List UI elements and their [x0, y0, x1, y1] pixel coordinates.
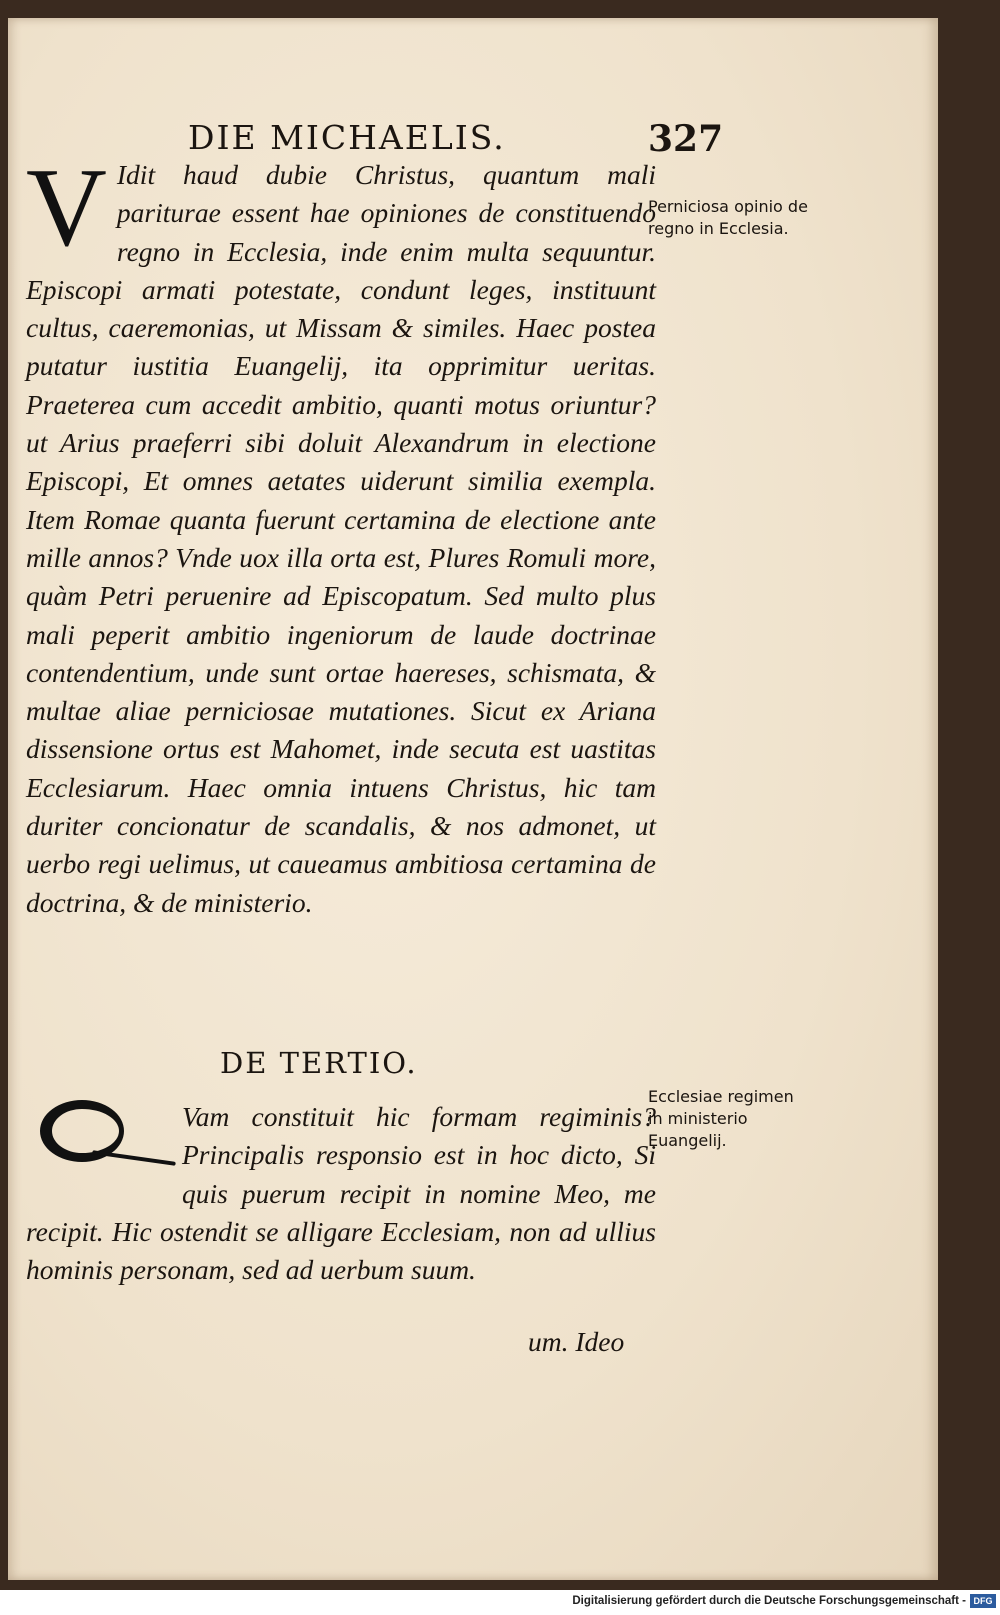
- marginal-note-1: Perniciosa opinio de regno in Ecclesia.: [648, 197, 808, 238]
- second-paragraph: [26, 1098, 656, 1289]
- section-heading: DE TERTIO.: [220, 1046, 418, 1080]
- paragraph-text-2: Vam constituit hic formam regiminis? Principalis responsio est in hoc dicto, Si quis puerum recipit in nomine Meo, me recipit. Hic ostendit se alligare Ecclesiam, non ad ullius hominis personam, sed ad uerbum suum.: [26, 1101, 656, 1286]
- paragraph-text-1: Idit haud dubie Christus, quantum mali pariturae essent hae opiniones de constituendo regno in Ecclesia, inde enim multa sequuntur. Episcopi armati potestate, condunt leges, instituunt cultus, caeremonias, ut Missam & similes. Haec postea putatur iustitia Euangelij, ita opprimitur ueritas. Praeterea cum accedit ambitio, quanti motus oriuntur? ut Arius praeferri sibi doluit Alexandrum in electione Episcopi, Et omnes aetates uiderunt similia exempla. Item Romae quanta fuerunt certamina de electione ante mille annos? Vnde uox illa orta est, Plures Romuli more, quàm Petri peruenire ad Episcopatum. Sed multo plus mali peperit ambitio ingeniorum de laude doctrinae contendentium, unde sunt ortae haereses, schismata, & multae aliae perniciosae mutationes. Sicut ex Ariana dissensione ortus est Mahomet, inde secuta est uastitas Ecclesiarum. Haec omnia intuens Christus, hic tam duriter concionatur de scandalis, & nos admonet, ut uerbo regi uelimus, ut caueamus ambitiosa certamina de doctrina, & de ministerio.: [26, 159, 656, 918]
- marginal-note-2: Ecclesiae regimen in ministerio Euangelij.: [648, 1087, 794, 1150]
- dfg-logo: DFG: [970, 1594, 996, 1608]
- drop-cap-initial: V: [26, 146, 107, 270]
- funding-credit: Digitalisierung gefördert durch die Deutsche Forschungsgemeinschaft -: [572, 1595, 966, 1607]
- page-number: 327: [648, 118, 724, 160]
- drop-cap-q-ornament: [26, 1098, 176, 1178]
- catchword: um. Ideo: [528, 1326, 625, 1357]
- book-page: [8, 18, 938, 1580]
- footer-bar: [0, 1590, 1000, 1615]
- running-header: DIE MICHAELIS.: [188, 118, 506, 157]
- main-paragraph: [26, 146, 656, 922]
